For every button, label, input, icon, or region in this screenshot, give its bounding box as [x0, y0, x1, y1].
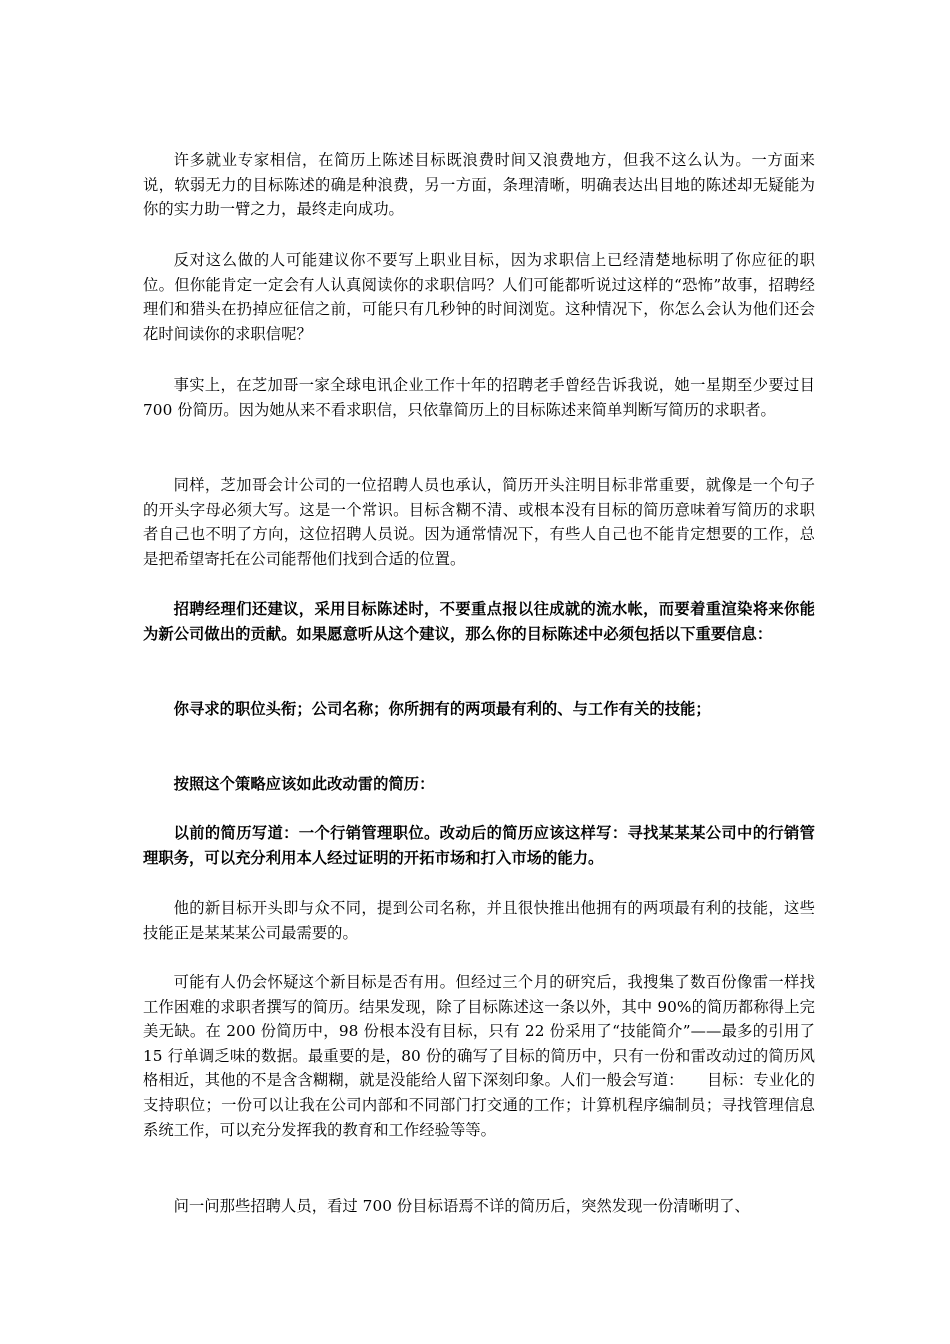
paragraph-9: 他的新目标开头即与众不同，提到公司名称，并且很快推出他拥有的两项最有利的技能，这些技能正是某某某公司最需要的。	[143, 899, 815, 942]
paragraph-5-bold: 招聘经理们还建议，采用目标陈述时，不要重点报以往成就的流水帐，而要着重渲染将来你能为新公司做出的贡献。如果愿意听从这个建议，那么你的目标陈述中必须包括以下重要信息：	[143, 600, 815, 643]
paragraph-10: 可能有人仍会怀疑这个新目标是否有用。但经过三个月的研究后，我搜集了数百份像雷一样找工作困难的求职者撰写的简历。结果发现，除了目标陈述这一条以外，其中 90%的简历都称得上完美无缺。在 200 份简历中，98 份根本没有目标，只有 22 份采用了“技能简介”——最多的引用了 15 行单调乏味的数据。最重要的是，80 份的确写了目标的简历中，只有一份和雷改动过的简历风格相近，其他的不是含含糊糊，就是没能给人留下深刻印象。人们一般会写道： 目标：专业化的支持职位；一份可以让我在公司内部和不同部门打交通的工作；计算机程序编制员；寻找管理信息系统工作，可以充分发挥我的教育和工作经验等等。	[143, 973, 815, 1139]
paragraph-1: 许多就业专家相信，在简历上陈述目标既浪费时间又浪费地方，但我不这么认为。一方面来说，软弱无力的目标陈述的确是种浪费，另一方面，条理清晰，明确表达出目地的陈述却无疑能为你的实力助一臂之力，最终走向成功。	[143, 151, 815, 219]
paragraph-7-bold: 按照这个策略应该如此改动雷的简历：	[173, 775, 435, 793]
paragraph-11: 问一问那些招聘人员，看过 700 份目标语焉不详的简历后，突然发现一份清晰明了、	[173, 1197, 750, 1215]
paragraph-3: 事实上，在芝加哥一家全球电讯企业工作十年的招聘老手曾经告诉我说，她一星期至少要过目 700 份简历。因为她从来不看求职信，只依靠简历上的目标陈述来简单判断写简历的求职者。	[143, 376, 815, 419]
paragraph-6-bold: 你寻求的职位头衔；公司名称；你所拥有的两项最有利的、与工作有关的技能；	[173, 700, 711, 718]
paragraph-8-bold: 以前的简历写道：一个行销管理职位。改动后的简历应该这样写：寻找某某某公司中的行销管理职务，可以充分利用本人经过证明的开拓市场和打入市场的能力。	[143, 824, 815, 867]
paragraph-2: 反对这么做的人可能建议你不要写上职业目标，因为求职信上已经清楚地标明了你应征的职位。但你能肯定一定会有人认真阅读你的求职信吗？人们可能都听说过这样的“恐怖”故事，招聘经理们和猎头在扔掉应征信之前，可能只有几秒钟的时间浏览。这种情况下，你怎么会认为他们还会花时间读你的求职信呢？	[143, 251, 815, 343]
paragraph-4: 同样，芝加哥会计公司的一位招聘人员也承认，简历开头注明目标非常重要，就像是一个句子的开头字母必须大写。这是一个常识。目标含糊不清、或根本没有目标的简历意味着写简历的求职者自己也不明了方向，这位招聘人员说。因为通常情况下，有些人自己也不能肯定想要的工作，总是把希望寄托在公司能帮他们找到合适的位置。	[143, 476, 815, 568]
